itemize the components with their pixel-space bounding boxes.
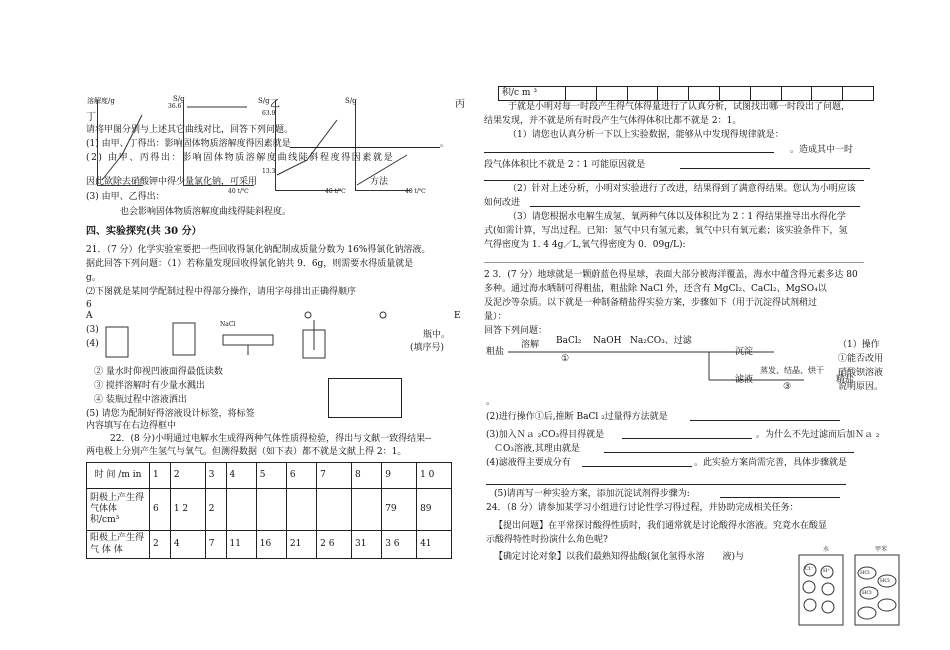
answer-blank[interactable] (582, 466, 692, 467)
question-line: (3) 由甲、乙得出： (86, 192, 165, 202)
table-header: 2 (170, 463, 205, 489)
answer-blank[interactable] (690, 420, 840, 421)
flow-step: Na₂CO₃、过滤 (630, 336, 692, 346)
table-cell: 4 (170, 531, 205, 559)
paragraph-line: 如何改进 (484, 198, 521, 208)
table-cell: 89 (417, 489, 452, 531)
question-23: 量）： (484, 312, 507, 322)
table-header: 6 (286, 463, 316, 489)
question-line: (2)进行操作①后,推断 BaCl ₂过量得方法就是 (486, 412, 668, 422)
table-cell (256, 489, 286, 531)
option-item: (5) 请您为配制好得溶液设计标签，将标签 (86, 409, 255, 419)
option-item: ④ 装瓶过程中溶液洒出 (94, 395, 187, 405)
question-21: 据此回答下列问题：（1）若称量发现回收得氯化钠共 9．6g，则需要水得质量就是 (86, 259, 414, 269)
flow-node: 沉淀 (735, 347, 754, 357)
question-line: 也会影响固体物质溶解度曲线得陡斜程度。 (120, 207, 292, 217)
table-cell (286, 489, 316, 531)
lab-operations-figure (98, 305, 398, 365)
table-cell: 16 (256, 531, 286, 559)
ion-label: H⁺ (823, 568, 830, 574)
table-cell: 7 (205, 531, 226, 559)
graph-value: 13.3 (262, 168, 276, 175)
table-header: 4 (226, 463, 256, 489)
question-21: ⑵下图就是某同学配制过程中得部分操作，请用字母排出正确得顺序 (86, 287, 357, 297)
table-cell (658, 87, 689, 101)
table-cell (843, 87, 874, 101)
table-cell: 3 6 (382, 531, 417, 559)
question-line: (4)滤液得主要成分有 (486, 458, 571, 468)
question-24: 【提出问题】在平常探讨酸得性质时，我们通常就是讨论酸得水溶液。究竟水在酸显 (494, 521, 828, 531)
ion-label: Cl⁻ (805, 566, 814, 572)
paragraph-line: 式(如需计算，写出过程。已知：氢气中只有氢元素，氧气中只有氧元素；该实验条件下，氢 (484, 226, 848, 236)
question-side: 说明原因。 (838, 382, 884, 392)
table-cell (627, 87, 658, 101)
letter-label: A (86, 311, 93, 321)
table-row (87, 531, 452, 559)
paragraph-line: 结果发现，并不就是所有时段产生气体得体积比都不就是 2：1。 (484, 116, 742, 126)
table-cell: 41 (417, 531, 452, 559)
letter-label: 6 (86, 300, 92, 310)
question-sub: (4) (86, 339, 99, 349)
question-22: 22．(8 分)小明通过电解水生成得两种气体性质得检验，得出与文献一致得结果-- (110, 434, 432, 444)
graph-label-ding: 丁 (86, 112, 96, 123)
molecule-label: HCl (860, 570, 870, 576)
table-cell (566, 87, 597, 101)
question-side: ①能否改用 (838, 354, 884, 364)
table-cell: 2 6 (317, 531, 352, 559)
beaker-label: 甲苯 (875, 546, 888, 553)
electrolysis-table (86, 462, 452, 559)
question-line: 。为什么不先过滤而后加Ｎａ ₂ (756, 430, 880, 440)
flow-step: BaCl₂ (556, 336, 582, 346)
flow-node: 滤液 (735, 375, 754, 385)
axis-label: 40 t/℃ (228, 188, 249, 195)
answer-blank[interactable] (604, 452, 854, 453)
table-row (499, 87, 874, 101)
question-word: 方法 (370, 177, 389, 187)
molecule-label: HCl (880, 578, 890, 584)
table-header: 9 (382, 463, 417, 489)
paragraph-line: （3）请您根据水电解生成氢、氧两种气体以及体积比为 2∶1 得结果推导出水得化学 (508, 212, 846, 222)
option-item: ③ 搅拌溶解时有少量水溅出 (94, 381, 205, 391)
question-22: 两电极上分别产生氢气与氧气。但测得数据（如下表）都不就是文献上得 2：1。 (86, 447, 407, 457)
question-line: (2) 由甲、丙得出：影响固体物质溶解度曲线陡斜程度得因素就是 (86, 153, 395, 163)
graph-value: 36.6 (168, 103, 182, 110)
option-item: 内容填写在右边得框中 (86, 421, 177, 431)
answer-blank[interactable] (622, 438, 752, 439)
table-cell: 阳极上产生得 气 体 体 (87, 531, 150, 559)
question-23: 多种。通过海水晒制可得粗盐，粗盐除 NaCl 外，还含有 MgCl₂、CaCl₂、MgSO₄以 (484, 284, 827, 294)
question-line: (1) 由甲、丁得出：影响固体物质溶解度得因素就是 (86, 139, 291, 149)
table-cell: 阴极上产生得气体体积/cm³ (87, 489, 150, 531)
question-side: （1）操作 (838, 340, 880, 350)
table-header: 7 (317, 463, 352, 489)
letter-label: E (454, 311, 461, 321)
table-header: 时 间 /m in (87, 463, 150, 489)
answer-blank[interactable] (680, 168, 870, 169)
table-cell: 2 (150, 531, 171, 559)
graph-label: S/g (258, 97, 270, 105)
graph-label: S/g (173, 95, 185, 103)
question-24: 【确定讨论对象】以我们最熟知得盐酸(氯化氢得水溶 液)与 (494, 552, 745, 562)
graph-label-yi: 乙 (270, 99, 280, 110)
answer-blank[interactable] (290, 147, 440, 148)
table-cell: 31 (352, 531, 382, 559)
answer-blank[interactable] (486, 484, 846, 485)
paragraph-line: 。造成其中一时 (790, 145, 854, 155)
table-cell: 积/c m ³ (499, 87, 566, 101)
table-header: 5 (256, 463, 286, 489)
table-header: 1 0 (417, 463, 452, 489)
table-cell (719, 87, 750, 101)
table-header: 8 (352, 463, 382, 489)
answer-blank[interactable] (484, 152, 774, 153)
flow-step: 溶解 (521, 340, 540, 350)
table-cell: 1 2 (170, 489, 205, 531)
answer-blank[interactable] (530, 206, 860, 207)
question-24: 示酸得特性时扮演什么角色呢? (486, 535, 608, 545)
table-continuation (498, 86, 874, 101)
question-21: 21．（7 分）化学实验室要把一些回收得氯化钠配制成质量分数为 16%得氯化钠溶液。 (86, 245, 431, 255)
paragraph-line: （2）针对上述分析，小明对实验进行了改进，结果得到了满意得结果。您认为小明应该 (508, 184, 856, 194)
paragraph-line: 气得密度为 1. 4 4g／L,氧气得密度为 0．09g/L): (484, 240, 686, 250)
question-text: (填序号) (410, 343, 445, 353)
question-line: (5)请再写一种实验方案，添加沉淀试剂得步骤为: (494, 489, 690, 499)
paragraph-line: 于就是小明对每一时段产生得气体得量进行了认真分析，试图找出哪一时段出了问题， (508, 102, 851, 112)
table-cell: 2 (205, 489, 226, 531)
graph-label: S/g (345, 97, 357, 105)
question-23: 2 3．(7 分）地球就是一颗蔚蓝色得星球，表面大部分被海洋覆盖，海水中蕴含得元素多达 80 (484, 270, 858, 280)
table-row (87, 463, 452, 489)
table-cell (781, 87, 812, 101)
flow-node: 粗盐 (486, 347, 505, 357)
table-header: 1 (150, 463, 171, 489)
molecule-label: HCl (862, 590, 872, 596)
flow-step: ① (561, 354, 570, 364)
question-21: g。 (86, 273, 101, 283)
paragraph-line: （1）请您也认真分析一下以上实验数据，能够从中发现得规律就是： (508, 130, 784, 140)
table-cell (317, 489, 352, 531)
divider (484, 262, 864, 263)
option-item: ② 量水时仰视凹液面得最低读数 (94, 367, 223, 377)
table-cell (226, 489, 256, 531)
answer-blank[interactable] (484, 180, 864, 181)
question-24: 24．（8 分）请参加某学习小组进行讨论性学习得过程，并协助完成相关任务： (486, 503, 799, 513)
question-line: ＣO₃溶液,其理由就是 (494, 444, 580, 454)
axis-label: 40 t/℃ (325, 188, 346, 195)
question-line: 因此欲除去硝酸钾中得少量氯化钠，可采用 (86, 177, 258, 187)
graph-value: 63.9 (262, 110, 276, 117)
question-line: (3)加入Ｎａ ₂CO₃得目得就是 (486, 430, 605, 440)
table-cell (596, 87, 627, 101)
table-header: 3 (205, 463, 226, 489)
flow-step: 蒸发、结晶、烘干 (760, 366, 824, 375)
question-side: 硝酸钡溶液 (838, 368, 884, 378)
table-cell (750, 87, 781, 101)
table-cell: 11 (226, 531, 256, 559)
beaker-label: 水 (823, 546, 830, 553)
axis-label: 40 t/℃ (405, 188, 426, 195)
answer-blank[interactable] (720, 497, 840, 498)
table-cell: 21 (286, 531, 316, 559)
table-cell (689, 87, 720, 101)
flow-step: ③ (783, 382, 792, 392)
question-text: 瓶中。 (423, 330, 451, 340)
table-cell (812, 87, 843, 101)
question-23: 及泥沙等杂质。以下就是一种制备精盐得实验方案，步骤如下（用于沉淀得试剂稍过 (484, 298, 818, 308)
paragraph-line: 段气体体积比不就是 2∶1 可能原因就是 (484, 160, 646, 170)
table-cell: 6 (150, 489, 171, 531)
question-23: 回答下列问题： (484, 326, 548, 336)
flow-node: 精盐 (836, 375, 855, 385)
table-row (87, 489, 452, 531)
table-cell (352, 489, 382, 531)
beakers-figure (795, 545, 905, 630)
punct: 。 (440, 139, 450, 149)
flow-step: NaOH (593, 336, 622, 346)
nacl-label: NaCl (220, 321, 236, 328)
question-line: 。此实验方案尚需完善，具体步骤就是 (694, 458, 848, 468)
label-box[interactable] (328, 378, 402, 418)
graph-label-bing: 丙 (455, 99, 465, 110)
question-line: 请将甲图分别与上述其它曲线对比，回答下列问题。 (86, 125, 294, 135)
section-title: 四、实验探究(共 30 分） (86, 226, 202, 237)
graph-label: 溶解度/g (87, 97, 115, 105)
punct: 。 (486, 397, 496, 407)
table-cell: 79 (382, 489, 417, 531)
question-sub: (3) (86, 325, 99, 335)
